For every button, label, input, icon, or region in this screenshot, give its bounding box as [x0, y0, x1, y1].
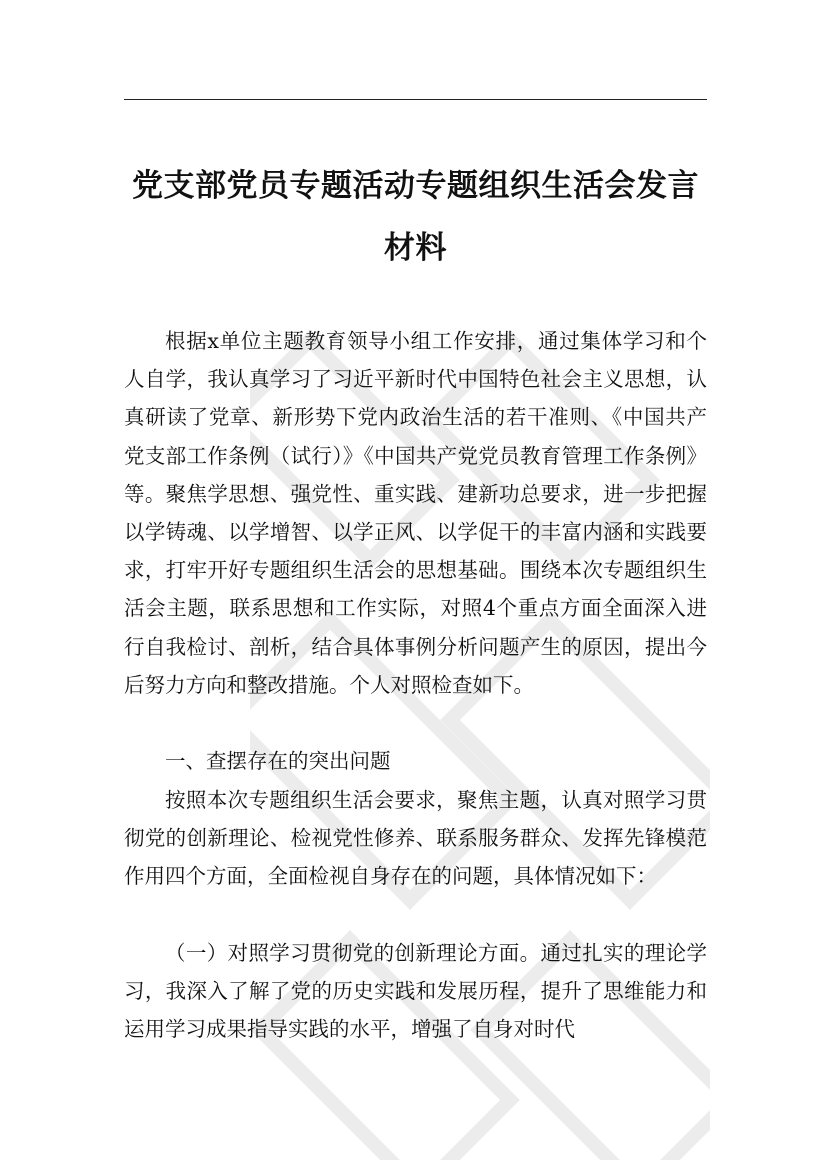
document-title-line-2: 材料	[384, 230, 447, 266]
section-heading-text: 一、查摆存在的突出问题	[165, 749, 391, 773]
body-paragraph-1	[124, 322, 707, 704]
body-paragraph-2	[124, 781, 707, 896]
paragraph-text: 按照本次专题组织生活会要求，聚焦主题，认真对照学习贯彻党的创新理论、检视党性修养、联系服务群众、发挥先锋模范作用四个方面，全面检视自身存在的问题，具体情况如下：	[124, 788, 707, 889]
body-paragraph-3	[124, 934, 707, 1049]
header-rule	[124, 99, 707, 100]
section-heading-1	[124, 742, 707, 780]
paragraph-text: 根据x单位主题教育领导小组工作安排，通过集体学习和个人自学，我认真学习了习近平新时代中国特色社会主义思想，认真研读了党章、新形势下党内政治生活的若干准则、《中国共产党支部工作条例（试行）》《中国共产党党员教育管理工作条例》等。聚焦学思想、强党性、重实践、建新功总要求，进一步把握以学铸魂、以学增智、以学正风、以学促干的丰富内涵和实践要求，打牢开好专题组织生活会的思想基础。围绕本次专题组织生活会主题，联系思想和工作实际，对照4个重点方面全面深入进行自我检讨、剖析，结合具体事例分析问题产生的原因，提出今后努力方向和整改措施。个人对照检查如下。	[124, 329, 707, 697]
paragraph-text: （一）对照学习贯彻党的创新理论方面。通过扎实的理论学习，我深入了解了党的历史实践和发展历程，提升了思维能力和运用学习成果指导实践的水平，增强了自身对时代	[124, 941, 707, 1042]
document-title-line-1: 党支部党员专题活动专题组织生活会发言	[132, 168, 699, 204]
